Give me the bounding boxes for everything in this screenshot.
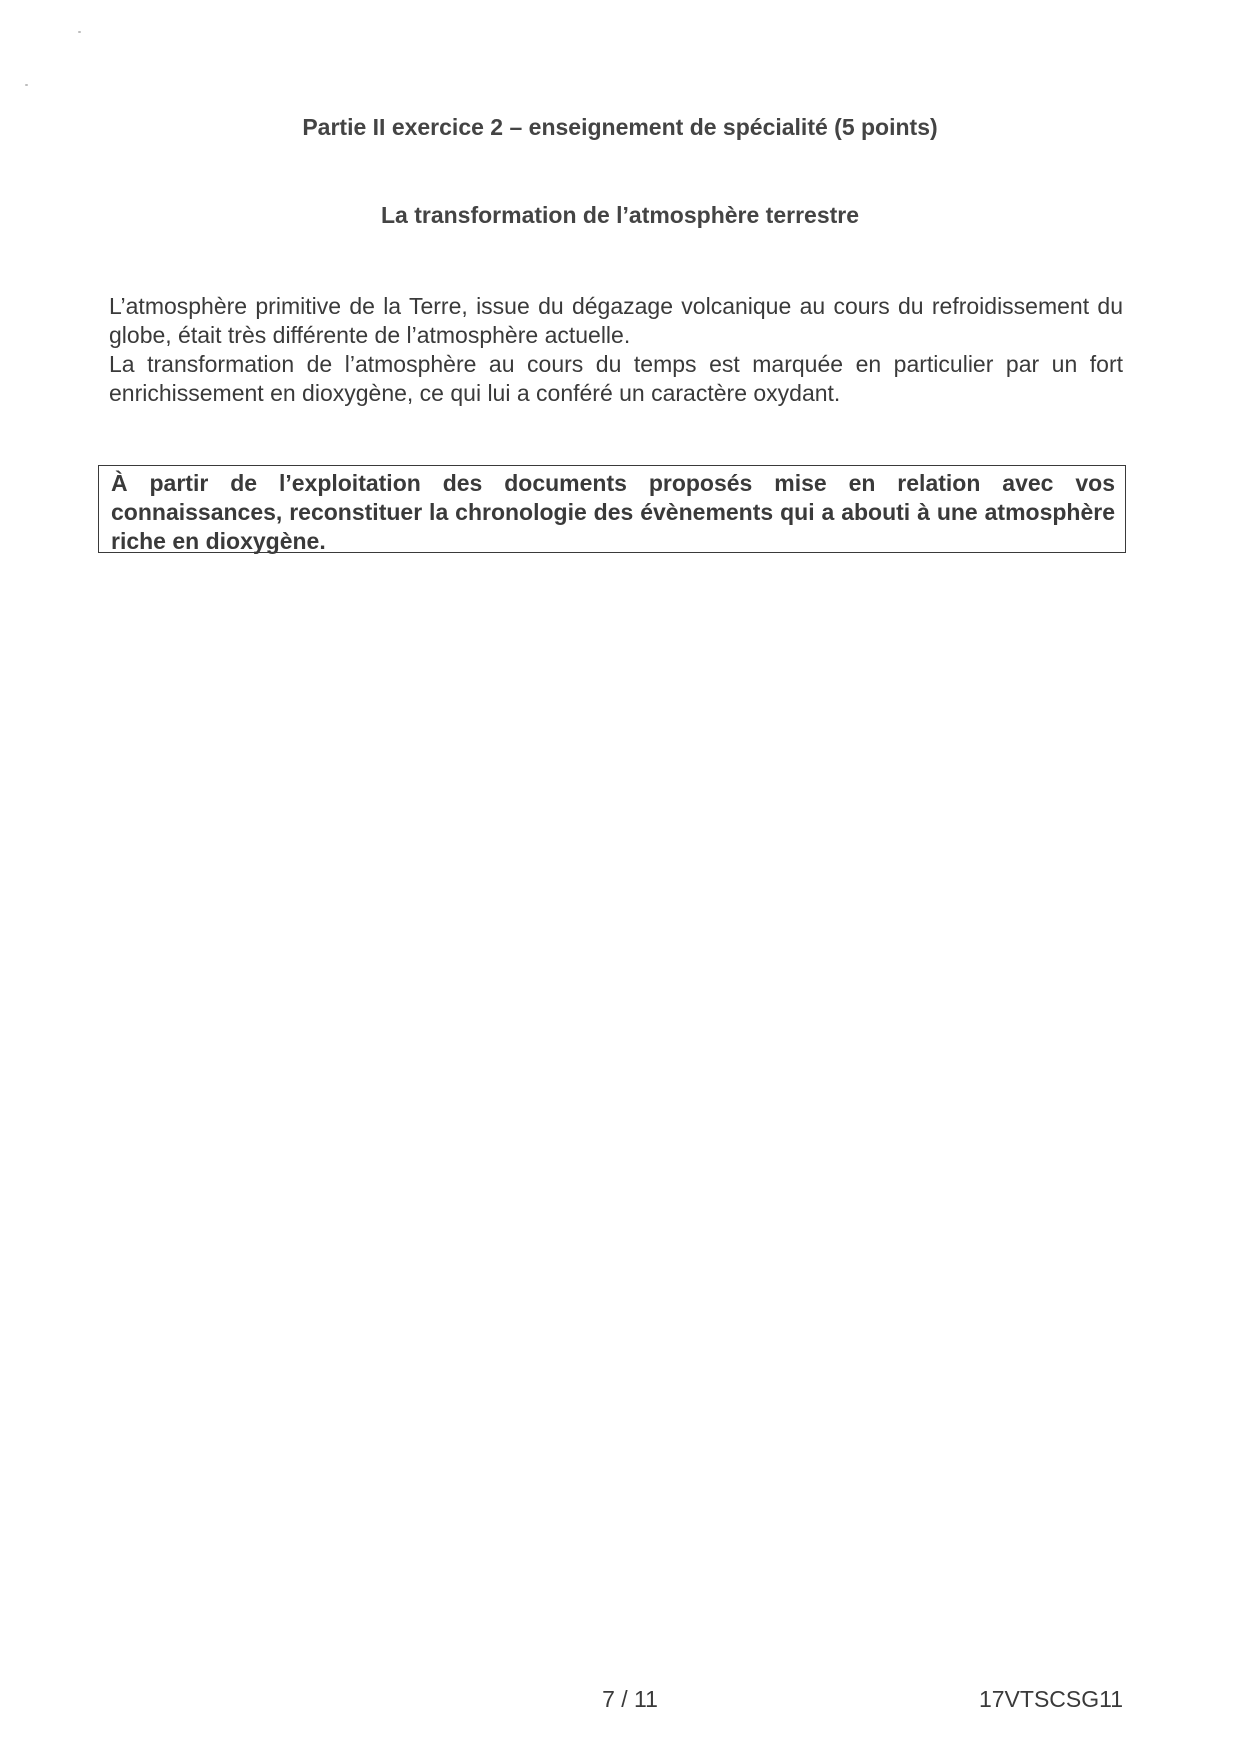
scan-speck [25, 84, 28, 86]
page-number: 7 / 11 [602, 1686, 658, 1712]
document-title: La transformation de l’atmosphère terrestre [380, 202, 860, 228]
intro-text [109, 292, 1123, 408]
intro-paragraph: L’atmosphère primitive de la Terre, issue du dégazage volcanique au cours du refroidissement du globe, était très différente de l’atmosphère actuelle. [109, 293, 1123, 348]
document-code: 17VTSCSG11 [978, 1686, 1123, 1712]
task-instruction: À partir de l’exploitation des documents proposés mise en relation avec vos connaissances, reconstituer la chronologie des évènements qui a abouti à une atmosphère riche en dioxygène. [111, 470, 1115, 554]
exercise-header: Partie II exercice 2 – enseignement de spécialité (5 points) [302, 114, 938, 140]
scan-speck [78, 31, 81, 33]
task-box [98, 465, 1126, 553]
intro-paragraph: La transformation de l’atmosphère au cours du temps est marquée en particulier par un fort enrichissement en dioxygène, ce qui lui a conféré un caractère oxydant. [109, 351, 1123, 406]
